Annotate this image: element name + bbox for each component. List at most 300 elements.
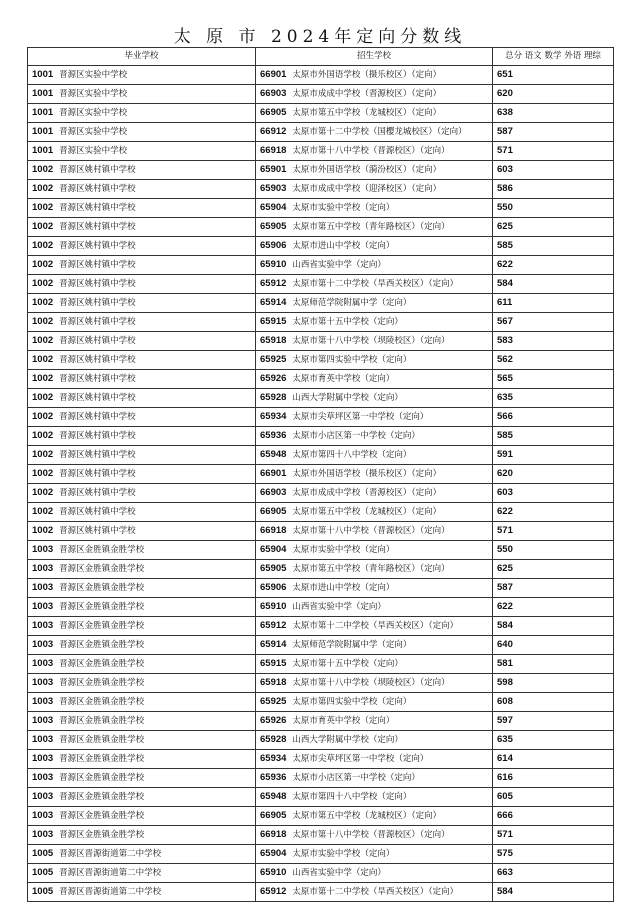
total-score: 603 <box>497 487 513 499</box>
enroll-school-code: 66912 <box>260 126 287 138</box>
grad-school-name: 晋源区姚村镇中学校 <box>59 450 136 461</box>
enroll-school-cell <box>256 66 493 85</box>
enroll-school-code: 65918 <box>260 677 287 689</box>
grad-school-code: 1003 <box>32 639 54 651</box>
grad-school-cell <box>28 845 256 864</box>
grad-school-cell <box>28 560 256 579</box>
grad-school-name: 晋源区姚村镇中学校 <box>59 355 136 366</box>
grad-school-cell <box>28 712 256 731</box>
enroll-school-code: 66918 <box>260 525 287 537</box>
total-score: 666 <box>497 810 513 822</box>
grad-school-code: 1002 <box>32 297 54 309</box>
grad-school-name: 晋源区实验中学校 <box>59 108 128 119</box>
score-cell <box>493 161 614 180</box>
enroll-school-code: 66918 <box>260 829 287 841</box>
table-row <box>28 294 614 313</box>
enroll-school-name: 太原市第十二中学校（旱西关校区）（定向） <box>292 621 459 632</box>
enroll-school-name: 太原市第十二中学校（旱西关校区）（定向） <box>292 279 459 290</box>
grad-school-code: 1003 <box>32 563 54 575</box>
score-cell <box>493 275 614 294</box>
table-row <box>28 503 614 522</box>
table-row <box>28 66 614 85</box>
enroll-school-cell <box>256 389 493 408</box>
grad-school-code: 1003 <box>32 658 54 670</box>
total-score: 640 <box>497 639 513 651</box>
grad-school-code: 1002 <box>32 373 54 385</box>
grad-school-name: 晋源区姚村镇中学校 <box>59 393 136 404</box>
grad-school-cell <box>28 731 256 750</box>
grad-school-cell <box>28 617 256 636</box>
table-row <box>28 693 614 712</box>
total-score: 584 <box>497 278 513 290</box>
enroll-school-cell <box>256 883 493 902</box>
grad-school-code: 1002 <box>32 259 54 271</box>
enroll-school-code: 65936 <box>260 772 287 784</box>
grad-school-code: 1002 <box>32 335 54 347</box>
total-score: 616 <box>497 772 513 784</box>
enroll-school-name: 太原市成成中学校（晋源校区）（定向） <box>292 89 442 100</box>
grad-school-code: 1002 <box>32 430 54 442</box>
grad-school-cell <box>28 313 256 332</box>
enroll-school-name: 太原市第五中学校（青年路校区）（定向） <box>292 222 450 233</box>
enroll-school-cell <box>256 85 493 104</box>
enroll-school-code: 65904 <box>260 848 287 860</box>
enroll-school-name: 太原市成成中学校（晋源校区）（定向） <box>292 488 442 499</box>
total-score: 571 <box>497 829 513 841</box>
enroll-school-code: 65915 <box>260 658 287 670</box>
grad-school-code: 1003 <box>32 582 54 594</box>
score-cell <box>493 636 614 655</box>
enroll-school-name: 太原市成成中学校（迎泽校区）（定向） <box>292 184 442 195</box>
score-cell <box>493 769 614 788</box>
enroll-school-code: 65925 <box>260 696 287 708</box>
enroll-school-name: 山西省实验中学（定向） <box>292 260 386 271</box>
enroll-school-code: 66903 <box>260 88 287 100</box>
grad-school-name: 晋源区姚村镇中学校 <box>59 469 136 480</box>
enroll-school-name: 太原市第五中学校（龙城校区）（定向） <box>292 507 442 518</box>
grad-school-cell <box>28 674 256 693</box>
enroll-school-code: 65912 <box>260 278 287 290</box>
table-row <box>28 142 614 161</box>
table-row <box>28 123 614 142</box>
header-grad-school: 毕业学校 <box>28 48 256 66</box>
total-score: 567 <box>497 316 513 328</box>
enroll-school-code: 65934 <box>260 411 287 423</box>
enroll-school-cell <box>256 142 493 161</box>
total-score: 591 <box>497 449 513 461</box>
score-cell <box>493 389 614 408</box>
enroll-school-code: 66903 <box>260 487 287 499</box>
enroll-school-cell <box>256 579 493 598</box>
enroll-school-code: 65912 <box>260 886 287 898</box>
total-score: 622 <box>497 506 513 518</box>
table-row <box>28 446 614 465</box>
enroll-school-code: 65926 <box>260 715 287 727</box>
grad-school-name: 晋源区姚村镇中学校 <box>59 165 136 176</box>
grad-school-name: 晋源区姚村镇中学校 <box>59 412 136 423</box>
grad-school-cell <box>28 427 256 446</box>
table-row <box>28 408 614 427</box>
total-score: 566 <box>497 411 513 423</box>
grad-school-cell <box>28 199 256 218</box>
grad-school-code: 1002 <box>32 164 54 176</box>
table-row <box>28 218 614 237</box>
grad-school-name: 晋源区金胜镇金胜学校 <box>59 602 145 613</box>
total-score: 583 <box>497 335 513 347</box>
grad-school-cell <box>28 864 256 883</box>
grad-school-cell <box>28 104 256 123</box>
table-row <box>28 845 614 864</box>
enroll-school-name: 太原市第四十八中学校（定向） <box>292 450 412 461</box>
enroll-school-code: 65936 <box>260 430 287 442</box>
enroll-school-code: 65948 <box>260 449 287 461</box>
grad-school-name: 晋源区金胜镇金胜学校 <box>59 792 145 803</box>
total-score: 625 <box>497 221 513 233</box>
enroll-school-cell <box>256 541 493 560</box>
table-header-row <box>28 48 614 66</box>
table-row <box>28 332 614 351</box>
score-cell <box>493 484 614 503</box>
enroll-school-name: 太原市实验中学校（定向） <box>292 545 395 556</box>
grad-school-code: 1002 <box>32 392 54 404</box>
enroll-school-name: 太原市第四实验中学校（定向） <box>292 697 412 708</box>
score-cell <box>493 218 614 237</box>
grad-school-cell <box>28 294 256 313</box>
grad-school-name: 晋源区金胜镇金胜学校 <box>59 621 145 632</box>
score-cell <box>493 313 614 332</box>
grad-school-name: 晋源区金胜镇金胜学校 <box>59 678 145 689</box>
grad-school-name: 晋源区姚村镇中学校 <box>59 507 136 518</box>
grad-school-code: 1002 <box>32 278 54 290</box>
enroll-school-code: 65926 <box>260 373 287 385</box>
enroll-school-cell <box>256 408 493 427</box>
grad-school-name: 晋源区晋源街道第二中学校 <box>59 868 162 879</box>
enroll-school-cell <box>256 522 493 541</box>
grad-school-name: 晋源区姚村镇中学校 <box>59 488 136 499</box>
grad-school-code: 1003 <box>32 829 54 841</box>
total-score: 550 <box>497 544 513 556</box>
enroll-school-code: 65905 <box>260 221 287 233</box>
grad-school-code: 1001 <box>32 145 54 157</box>
total-score: 562 <box>497 354 513 366</box>
grad-school-name: 晋源区姚村镇中学校 <box>59 241 136 252</box>
score-cell <box>493 351 614 370</box>
enroll-school-cell <box>256 104 493 123</box>
enroll-school-code: 65910 <box>260 601 287 613</box>
total-score: 603 <box>497 164 513 176</box>
grad-school-code: 1003 <box>32 810 54 822</box>
enroll-school-name: 太原市尖草坪区第一中学校（定向） <box>292 754 429 765</box>
grad-school-cell <box>28 541 256 560</box>
score-cell <box>493 541 614 560</box>
grad-school-name: 晋源区姚村镇中学校 <box>59 203 136 214</box>
enroll-school-code: 65903 <box>260 183 287 195</box>
enroll-school-name: 太原市外国语学校（漪汾校区）（定向） <box>292 165 442 176</box>
grad-school-code: 1002 <box>32 525 54 537</box>
score-cell <box>493 560 614 579</box>
enroll-school-cell <box>256 313 493 332</box>
enroll-school-code: 65906 <box>260 240 287 252</box>
grad-school-code: 1002 <box>32 487 54 499</box>
grad-school-name: 晋源区姚村镇中学校 <box>59 260 136 271</box>
grad-school-cell <box>28 807 256 826</box>
total-score: 550 <box>497 202 513 214</box>
score-cell <box>493 427 614 446</box>
table-row <box>28 465 614 484</box>
table-row <box>28 104 614 123</box>
score-cell <box>493 123 614 142</box>
grad-school-code: 1003 <box>32 791 54 803</box>
total-score: 620 <box>497 468 513 480</box>
enroll-school-name: 太原市第四实验中学校（定向） <box>292 355 412 366</box>
table-row <box>28 237 614 256</box>
total-score: 571 <box>497 525 513 537</box>
grad-school-cell <box>28 161 256 180</box>
enroll-school-cell <box>256 180 493 199</box>
table-row <box>28 769 614 788</box>
grad-school-name: 晋源区姚村镇中学校 <box>59 336 136 347</box>
enroll-school-name: 太原市实验中学校（定向） <box>292 849 395 860</box>
enroll-school-code: 65914 <box>260 297 287 309</box>
grad-school-code: 1002 <box>32 240 54 252</box>
grad-school-cell <box>28 256 256 275</box>
grad-school-cell <box>28 218 256 237</box>
table-row <box>28 807 614 826</box>
enroll-school-code: 65904 <box>260 202 287 214</box>
score-cell <box>493 712 614 731</box>
grad-school-name: 晋源区姚村镇中学校 <box>59 279 136 290</box>
grad-school-code: 1005 <box>32 848 54 860</box>
table-row <box>28 275 614 294</box>
enroll-school-name: 山西大学附属中学校（定向） <box>292 735 403 746</box>
table-row <box>28 256 614 275</box>
enroll-school-cell <box>256 161 493 180</box>
grad-school-cell <box>28 693 256 712</box>
total-score: 611 <box>497 297 513 309</box>
enroll-school-code: 66901 <box>260 69 287 81</box>
score-cell <box>493 788 614 807</box>
grad-school-code: 1001 <box>32 126 54 138</box>
grad-school-cell <box>28 883 256 902</box>
table-row <box>28 750 614 769</box>
enroll-school-code: 65910 <box>260 259 287 271</box>
enroll-school-name: 太原市第四十八中学校（定向） <box>292 792 412 803</box>
total-score: 585 <box>497 240 513 252</box>
table-row <box>28 560 614 579</box>
grad-school-name: 晋源区金胜镇金胜学校 <box>59 735 145 746</box>
table-row <box>28 826 614 845</box>
grad-school-name: 晋源区姚村镇中学校 <box>59 184 136 195</box>
table-row <box>28 85 614 104</box>
header-scores: 总分 语文 数学 外语 理综 <box>493 48 614 66</box>
enroll-school-cell <box>256 693 493 712</box>
enroll-school-code: 65934 <box>260 753 287 765</box>
grad-school-name: 晋源区金胜镇金胜学校 <box>59 830 145 841</box>
total-score: 620 <box>497 88 513 100</box>
grad-school-code: 1002 <box>32 202 54 214</box>
score-cell <box>493 845 614 864</box>
grad-school-cell <box>28 598 256 617</box>
score-cell <box>493 465 614 484</box>
enroll-school-name: 太原市第十二中学校（旱西关校区）（定向） <box>292 887 459 898</box>
grad-school-code: 1002 <box>32 468 54 480</box>
score-cell <box>493 579 614 598</box>
grad-school-cell <box>28 484 256 503</box>
total-score: 587 <box>497 126 513 138</box>
enroll-school-name: 太原市第十八中学校（坝陵校区）（定向） <box>292 678 450 689</box>
enroll-school-cell <box>256 807 493 826</box>
grad-school-code: 1002 <box>32 316 54 328</box>
grad-school-name: 晋源区金胜镇金胜学校 <box>59 811 145 822</box>
enroll-school-code: 66905 <box>260 107 287 119</box>
table-row <box>28 161 614 180</box>
enroll-school-cell <box>256 484 493 503</box>
enroll-school-code: 65910 <box>260 867 287 879</box>
table-row <box>28 370 614 389</box>
table-row <box>28 579 614 598</box>
grad-school-name: 晋源区实验中学校 <box>59 89 128 100</box>
grad-school-cell <box>28 446 256 465</box>
score-cell <box>493 85 614 104</box>
total-score: 635 <box>497 392 513 404</box>
grad-school-name: 晋源区晋源街道第二中学校 <box>59 887 162 898</box>
score-table <box>27 47 614 902</box>
enroll-school-code: 65912 <box>260 620 287 632</box>
enroll-school-name: 太原市育英中学校（定向） <box>292 374 395 385</box>
grad-school-code: 1002 <box>32 411 54 423</box>
enroll-school-cell <box>256 826 493 845</box>
grad-school-cell <box>28 465 256 484</box>
enroll-school-cell <box>256 237 493 256</box>
total-score: 575 <box>497 848 513 860</box>
enroll-school-name: 太原市进山中学校（定向） <box>292 241 395 252</box>
score-cell <box>493 199 614 218</box>
grad-school-code: 1003 <box>32 677 54 689</box>
enroll-school-name: 太原师范学院附属中学（定向） <box>292 640 412 651</box>
enroll-school-name: 太原市第五中学校（青年路校区）（定向） <box>292 564 450 575</box>
score-cell <box>493 237 614 256</box>
grad-school-name: 晋源区姚村镇中学校 <box>59 431 136 442</box>
enroll-school-cell <box>256 845 493 864</box>
grad-school-cell <box>28 85 256 104</box>
score-cell <box>493 370 614 389</box>
total-score: 663 <box>497 867 513 879</box>
enroll-school-name: 太原市第十八中学校（坝陵校区）（定向） <box>292 336 450 347</box>
enroll-school-name: 太原市尖草坪区第一中学校（定向） <box>292 412 429 423</box>
grad-school-cell <box>28 389 256 408</box>
enroll-school-name: 太原市外国语学校（摄乐校区）（定向） <box>292 469 442 480</box>
total-score: 651 <box>497 69 513 81</box>
grad-school-cell <box>28 522 256 541</box>
enroll-school-cell <box>256 788 493 807</box>
score-cell <box>493 674 614 693</box>
table-row <box>28 313 614 332</box>
enroll-school-code: 65928 <box>260 392 287 404</box>
enroll-school-code: 65918 <box>260 335 287 347</box>
table-row <box>28 389 614 408</box>
grad-school-name: 晋源区姚村镇中学校 <box>59 222 136 233</box>
enroll-school-cell <box>256 731 493 750</box>
header-enroll-school: 招生学校 <box>256 48 493 66</box>
enroll-school-cell <box>256 503 493 522</box>
enroll-school-cell <box>256 351 493 370</box>
grad-school-cell <box>28 370 256 389</box>
enroll-school-code: 65915 <box>260 316 287 328</box>
grad-school-code: 1005 <box>32 886 54 898</box>
enroll-school-cell <box>256 199 493 218</box>
score-cell <box>493 617 614 636</box>
total-score: 581 <box>497 658 513 670</box>
enroll-school-name: 太原市小店区第一中学校（定向） <box>292 773 420 784</box>
enroll-school-code: 65904 <box>260 544 287 556</box>
enroll-school-name: 太原市第五中学校（龙城校区）（定向） <box>292 811 442 822</box>
enroll-school-cell <box>256 465 493 484</box>
grad-school-name: 晋源区金胜镇金胜学校 <box>59 564 145 575</box>
grad-school-code: 1003 <box>32 715 54 727</box>
page-title: 太 原 市 2024年定向分数线 <box>173 27 467 47</box>
enroll-school-cell <box>256 655 493 674</box>
grad-school-cell <box>28 123 256 142</box>
grad-school-name: 晋源区姚村镇中学校 <box>59 317 136 328</box>
grad-school-name: 晋源区实验中学校 <box>59 127 128 138</box>
grad-school-code: 1003 <box>32 772 54 784</box>
enroll-school-cell <box>256 674 493 693</box>
grad-school-cell <box>28 142 256 161</box>
enroll-school-cell <box>256 294 493 313</box>
table-row <box>28 788 614 807</box>
total-score: 638 <box>497 107 513 119</box>
table-row <box>28 655 614 674</box>
score-cell <box>493 598 614 617</box>
table-row <box>28 598 614 617</box>
grad-school-cell <box>28 66 256 85</box>
grad-school-cell <box>28 750 256 769</box>
total-score: 571 <box>497 145 513 157</box>
grad-school-code: 1003 <box>32 544 54 556</box>
enroll-school-name: 太原市第五中学校（龙城校区）（定向） <box>292 108 442 119</box>
enroll-school-cell <box>256 560 493 579</box>
grad-school-cell <box>28 655 256 674</box>
enroll-school-code: 66905 <box>260 810 287 822</box>
grad-school-cell <box>28 579 256 598</box>
total-score: 585 <box>497 430 513 442</box>
grad-school-name: 晋源区姚村镇中学校 <box>59 374 136 385</box>
enroll-school-name: 太原市进山中学校（定向） <box>292 583 395 594</box>
enroll-school-cell <box>256 864 493 883</box>
grad-school-code: 1003 <box>32 734 54 746</box>
enroll-school-name: 太原市第十八中学校（晋源校区）（定向） <box>292 146 450 157</box>
table-row <box>28 712 614 731</box>
grad-school-cell <box>28 351 256 370</box>
grad-school-cell <box>28 503 256 522</box>
total-score: 587 <box>497 582 513 594</box>
grad-school-cell <box>28 237 256 256</box>
score-cell <box>493 104 614 123</box>
total-score: 605 <box>497 791 513 803</box>
table-row <box>28 674 614 693</box>
score-cell <box>493 446 614 465</box>
grad-school-code: 1002 <box>32 354 54 366</box>
total-score: 635 <box>497 734 513 746</box>
grad-school-name: 晋源区姚村镇中学校 <box>59 526 136 537</box>
score-cell <box>493 807 614 826</box>
enroll-school-cell <box>256 636 493 655</box>
grad-school-name: 晋源区金胜镇金胜学校 <box>59 583 145 594</box>
grad-school-code: 1002 <box>32 449 54 461</box>
enroll-school-code: 65948 <box>260 791 287 803</box>
enroll-school-code: 65901 <box>260 164 287 176</box>
enroll-school-name: 太原市第十五中学校（定向） <box>292 317 403 328</box>
